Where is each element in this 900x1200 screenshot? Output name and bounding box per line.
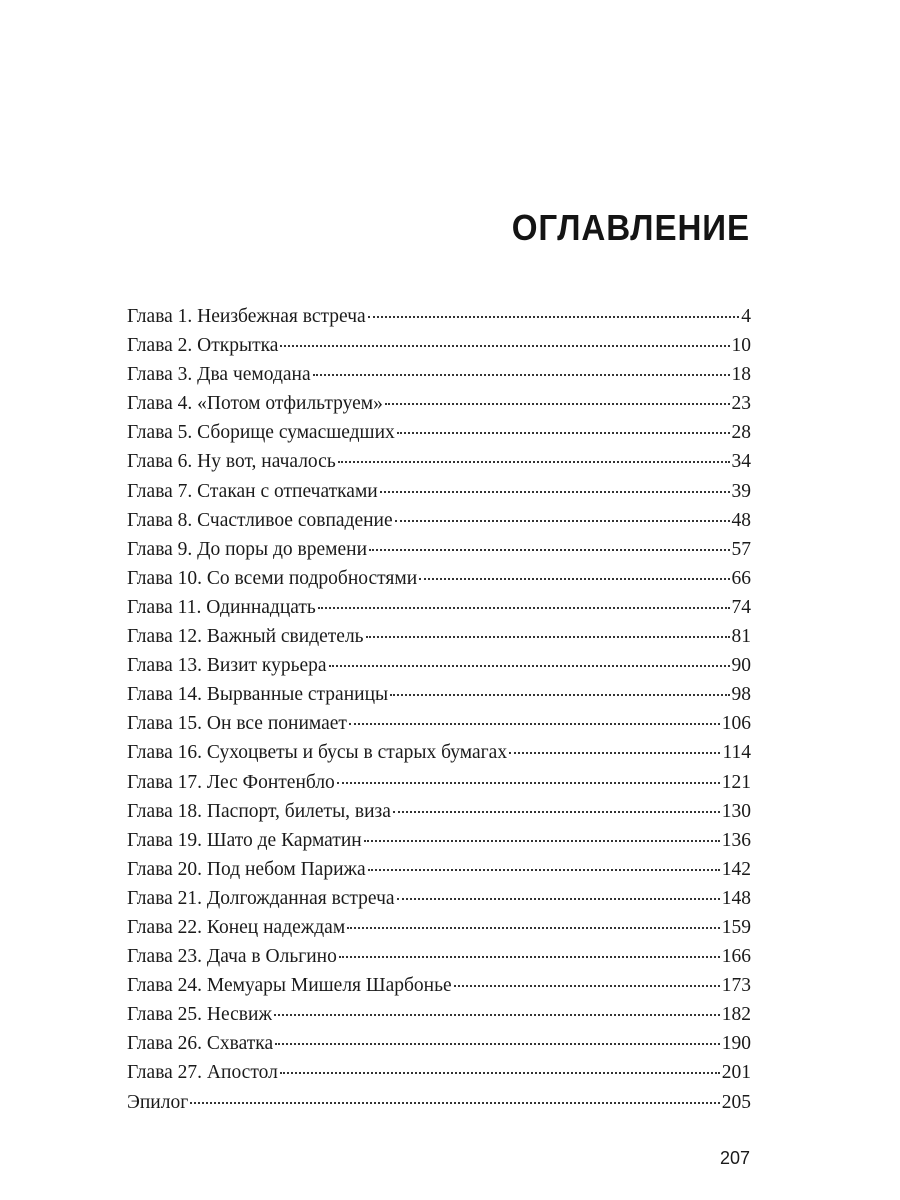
dot-leader bbox=[397, 432, 730, 434]
toc-entry bbox=[127, 535, 751, 564]
toc-entry-title: Глава 4. «Потом отфильтруем» bbox=[127, 393, 383, 415]
toc-entry-title: Глава 15. Он все понимает bbox=[127, 713, 347, 735]
dot-leader bbox=[390, 694, 729, 696]
dot-leader bbox=[368, 869, 720, 871]
toc-entry bbox=[127, 418, 751, 447]
toc-entry bbox=[127, 447, 751, 476]
toc-entry-page: 23 bbox=[731, 393, 751, 415]
dot-leader bbox=[329, 665, 730, 667]
toc-entry-title: Глава 17. Лес Фонтенбло bbox=[127, 771, 335, 793]
toc-entry-page: 57 bbox=[731, 538, 751, 560]
toc-entry bbox=[127, 593, 751, 622]
toc-entry bbox=[127, 622, 751, 651]
toc-entry-title: Глава 25. Несвиж bbox=[127, 1004, 272, 1026]
toc-entry-title: Глава 18. Паспорт, билеты, виза bbox=[127, 800, 391, 822]
toc-entry-page: 182 bbox=[721, 1004, 751, 1026]
toc-entry-page: 74 bbox=[731, 596, 751, 618]
toc-entry bbox=[127, 331, 751, 360]
toc-entry-title: Глава 9. До поры до времени bbox=[127, 538, 368, 560]
dot-leader bbox=[190, 1102, 720, 1104]
toc-entry-title: Глава 2. Открытка bbox=[127, 335, 279, 357]
toc-entry bbox=[127, 1088, 751, 1117]
toc-entry bbox=[127, 389, 751, 418]
toc-entry-page: 166 bbox=[721, 946, 751, 968]
dot-leader bbox=[338, 461, 730, 463]
toc-entry-page: 205 bbox=[721, 1091, 751, 1113]
toc-entry-title: Глава 16. Сухоцветы и бусы в старых бумагах bbox=[127, 742, 508, 764]
toc-entry-title: Глава 20. Под небом Парижа bbox=[127, 858, 366, 880]
toc-entry bbox=[127, 826, 751, 855]
toc-entry-title: Глава 23. Дача в Ольгино bbox=[127, 946, 337, 968]
toc-entry-title: Глава 21. Долгожданная встреча bbox=[127, 887, 395, 909]
toc-entry bbox=[127, 360, 751, 389]
page-number: 207 bbox=[719, 1148, 750, 1168]
dot-leader bbox=[280, 345, 729, 347]
toc-entry-title: Эпилог bbox=[127, 1091, 189, 1113]
toc-entry bbox=[127, 768, 751, 797]
toc-entry-page: 121 bbox=[721, 771, 751, 793]
dot-leader bbox=[364, 840, 720, 842]
dot-leader bbox=[275, 1043, 720, 1045]
toc-entry-page: 10 bbox=[731, 335, 751, 357]
toc-entry-title: Глава 3. Два чемодана bbox=[127, 364, 311, 386]
toc-entry-title: Глава 13. Визит курьера bbox=[127, 655, 327, 677]
dot-leader bbox=[368, 316, 740, 318]
toc-entry-page: 28 bbox=[731, 422, 751, 444]
toc-entry-page: 39 bbox=[731, 480, 751, 502]
toc-entry-title: Глава 7. Стакан с отпечатками bbox=[127, 480, 378, 502]
toc-entry-page: 136 bbox=[721, 829, 751, 851]
dot-leader bbox=[349, 723, 720, 725]
toc-entry bbox=[127, 971, 751, 1000]
toc-entry-page: 159 bbox=[721, 916, 751, 938]
toc-entry-title: Глава 24. Мемуары Мишеля Шарбонье bbox=[127, 975, 452, 997]
toc-entry-title: Глава 5. Сборище сумасшедших bbox=[127, 422, 395, 444]
toc-entry-page: 90 bbox=[731, 655, 751, 677]
toc-entry-page: 148 bbox=[721, 887, 751, 909]
toc-entry-title: Глава 26. Схватка bbox=[127, 1033, 274, 1055]
dot-leader bbox=[347, 927, 720, 929]
dot-leader bbox=[339, 956, 720, 958]
toc-entry-page: 114 bbox=[722, 742, 751, 764]
toc-entry-title: Глава 8. Счастливое совпадение bbox=[127, 509, 393, 531]
toc-entry bbox=[127, 564, 751, 593]
toc-entry-title: Глава 10. Со всеми подробностями bbox=[127, 567, 418, 589]
toc-entry bbox=[127, 1029, 751, 1058]
dot-leader bbox=[393, 811, 720, 813]
toc-entry bbox=[127, 855, 751, 884]
toc-entry-page: 4 bbox=[741, 306, 751, 327]
dot-leader bbox=[454, 985, 720, 987]
toc-entry-title: Глава 11. Одиннадцать bbox=[127, 596, 316, 618]
toc-entry bbox=[127, 913, 751, 942]
toc-entry-title: Глава 27. Апостол bbox=[127, 1062, 278, 1084]
dot-leader bbox=[380, 491, 730, 493]
toc-entry-title: Глава 6. Ну вот, началось bbox=[127, 451, 336, 473]
dot-leader bbox=[397, 898, 720, 900]
toc-entry-page: 130 bbox=[721, 800, 751, 822]
toc-entry bbox=[127, 506, 751, 535]
dot-leader bbox=[366, 636, 730, 638]
toc-entry bbox=[127, 942, 751, 971]
toc-entry bbox=[127, 651, 751, 680]
dot-leader bbox=[419, 578, 729, 580]
toc-entry-title: Глава 22. Конец надеждам bbox=[127, 916, 346, 938]
toc-entry-page: 66 bbox=[731, 567, 751, 589]
toc-entry-page: 48 bbox=[731, 509, 751, 531]
toc-entry bbox=[127, 1058, 751, 1087]
dot-leader bbox=[385, 403, 730, 405]
toc-entry bbox=[127, 797, 751, 826]
toc-entry-page: 18 bbox=[731, 364, 751, 386]
dot-leader bbox=[337, 782, 720, 784]
dot-leader bbox=[318, 607, 730, 609]
toc-entry-page: 201 bbox=[721, 1062, 751, 1084]
toc-entry-page: 142 bbox=[721, 858, 751, 880]
toc-entry bbox=[127, 1000, 751, 1029]
dot-leader bbox=[280, 1072, 720, 1074]
toc-entry-page: 106 bbox=[721, 713, 751, 735]
toc-entry bbox=[127, 884, 751, 913]
toc-entry bbox=[127, 302, 751, 331]
table-of-contents bbox=[127, 302, 751, 1117]
dot-leader bbox=[395, 520, 730, 522]
toc-entry bbox=[127, 709, 751, 738]
dot-leader bbox=[369, 549, 729, 551]
toc-entry-title: Глава 14. Вырванные страницы bbox=[127, 684, 389, 706]
toc-entry bbox=[127, 477, 751, 506]
toc-entry bbox=[127, 680, 751, 709]
dot-leader bbox=[274, 1014, 720, 1016]
toc-entry-page: 98 bbox=[731, 684, 751, 706]
toc-entry-page: 190 bbox=[721, 1033, 751, 1055]
dot-leader bbox=[509, 752, 720, 754]
toc-entry-title: Глава 19. Шато де Карматин bbox=[127, 829, 362, 851]
page-title: ОГЛАВЛЕНИЕ bbox=[511, 207, 750, 248]
toc-entry-page: 173 bbox=[721, 975, 751, 997]
toc-entry-page: 34 bbox=[731, 451, 751, 473]
dot-leader bbox=[313, 374, 730, 376]
toc-entry bbox=[127, 738, 751, 767]
toc-entry-title: Глава 12. Важный свидетель bbox=[127, 626, 364, 648]
toc-entry-title: Глава 1. Неизбежная встреча bbox=[127, 306, 366, 327]
toc-entry-page: 81 bbox=[731, 626, 751, 648]
